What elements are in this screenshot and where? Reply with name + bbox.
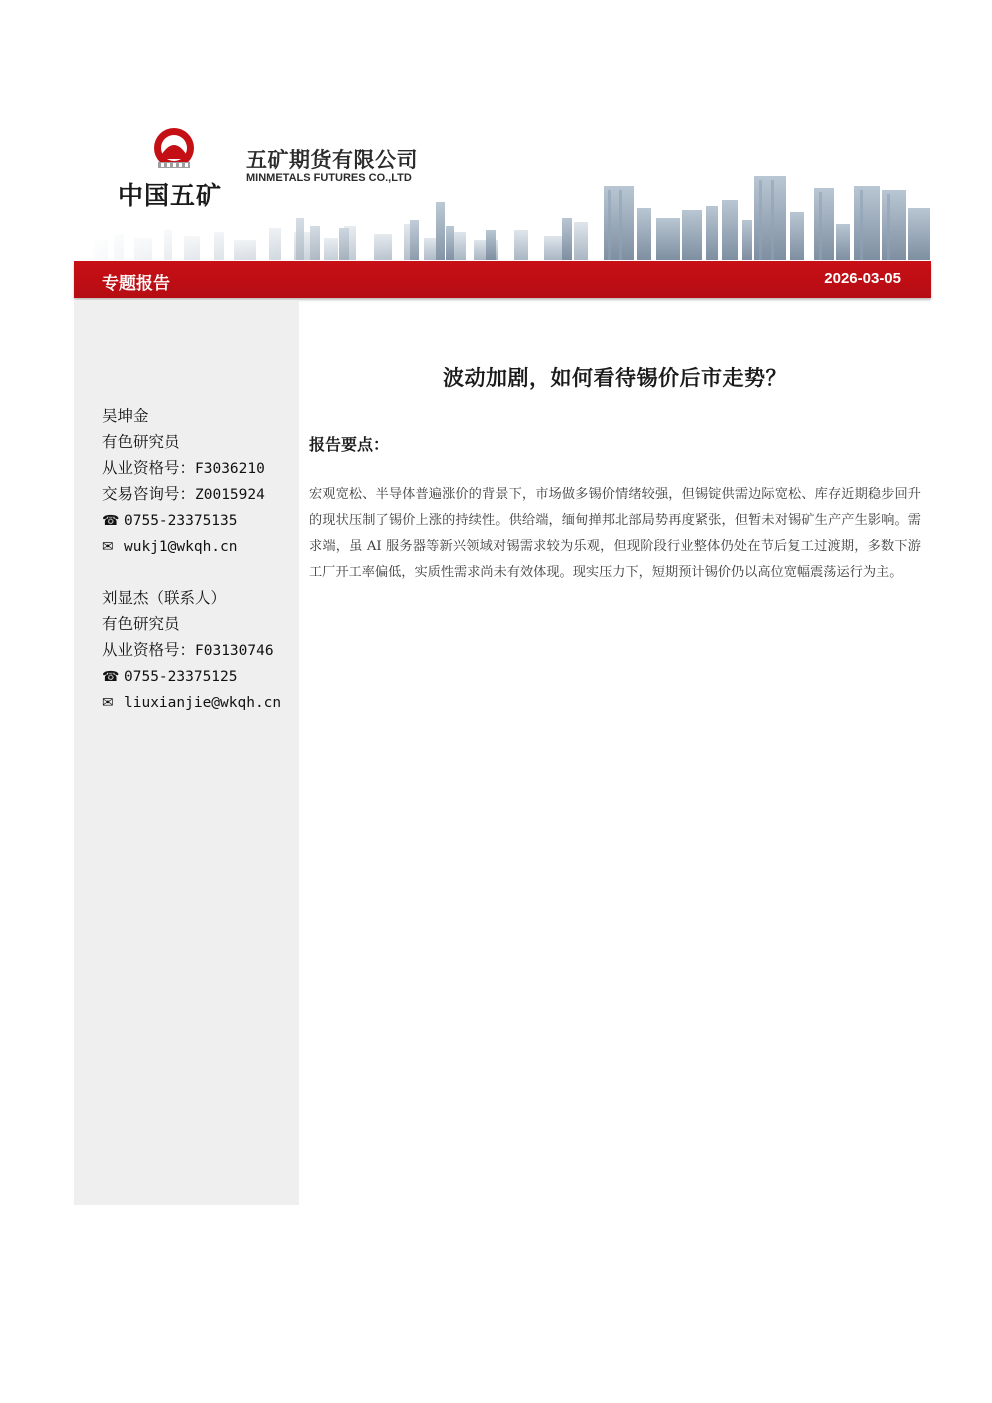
analyst-name: 刘显杰（联系人） <box>102 589 227 607</box>
summary-paragraph: 宏观宽松、半导体普遍涨价的背景下，市场做多锡价情绪较强，但锡锭供需边际宽松、库存近期稳步回升的现状压制了锡价上涨的持续性。供给端，缅甸掸邦北部局势再度紧张，但暂未对锡矿生产产生影响。需求端，虽 AI 服务器等新兴领域对锡需求较为乐观，但现阶段行业整体仍处在节后复工过渡期，多数下游工厂开工率偏低，实质性需求尚未有效体现。现实压力下，短期预计锡价仍以高位宽幅震荡运行为主。 <box>309 487 921 580</box>
license-number: F03130746 <box>195 643 274 659</box>
analyst-phone <box>102 663 302 689</box>
phone-icon: ☎ <box>102 513 120 529</box>
analyst-role: 有色研究员 <box>102 615 180 633</box>
consult-number: Z0015924 <box>195 487 265 503</box>
analyst-license <box>102 637 302 663</box>
logo-text-cn: 中国五矿 <box>118 181 223 210</box>
analyst-sidebar <box>74 300 299 1205</box>
analyst-email <box>102 533 302 559</box>
analyst-email <box>102 689 302 715</box>
analyst-name: 吴坤金 <box>102 407 149 425</box>
minmetals-seal-icon <box>152 126 196 172</box>
analyst-consult <box>102 481 302 507</box>
analyst-phone <box>102 507 302 533</box>
company-name-en: MINMETALS FUTURES CO.,LTD <box>246 172 412 184</box>
report-title: 波动加剧，如何看待锡价后市走势？ <box>443 366 787 390</box>
report-type-band <box>74 261 931 298</box>
phone-number: 0755-23375135 <box>124 513 238 529</box>
license-label: 从业资格号： <box>102 459 196 477</box>
consult-label: 交易咨询号： <box>102 485 196 503</box>
report-type-label: 专题报告 <box>102 274 170 294</box>
envelope-icon: ✉ <box>102 539 114 555</box>
company-name-cn: 五矿期货有限公司 <box>246 148 418 172</box>
analyst-card <box>102 403 302 559</box>
analyst-role: 有色研究员 <box>102 433 180 451</box>
section-label-key-points: 报告要点： <box>309 435 390 454</box>
analyst-card <box>102 585 302 715</box>
minmetals-logo <box>118 126 228 216</box>
email-link[interactable]: liuxianjie@wkqh.cn <box>124 695 282 711</box>
license-label: 从业资格号： <box>102 641 196 659</box>
page-header <box>74 100 931 260</box>
analyst-license <box>102 455 302 481</box>
phone-number: 0755-23375125 <box>124 669 238 685</box>
report-date: 2026-03-05 <box>824 270 901 287</box>
license-number: F3036210 <box>195 461 265 477</box>
envelope-icon: ✉ <box>102 695 114 711</box>
email-link[interactable]: wukj1@wkqh.cn <box>124 539 238 555</box>
phone-icon: ☎ <box>102 669 120 685</box>
